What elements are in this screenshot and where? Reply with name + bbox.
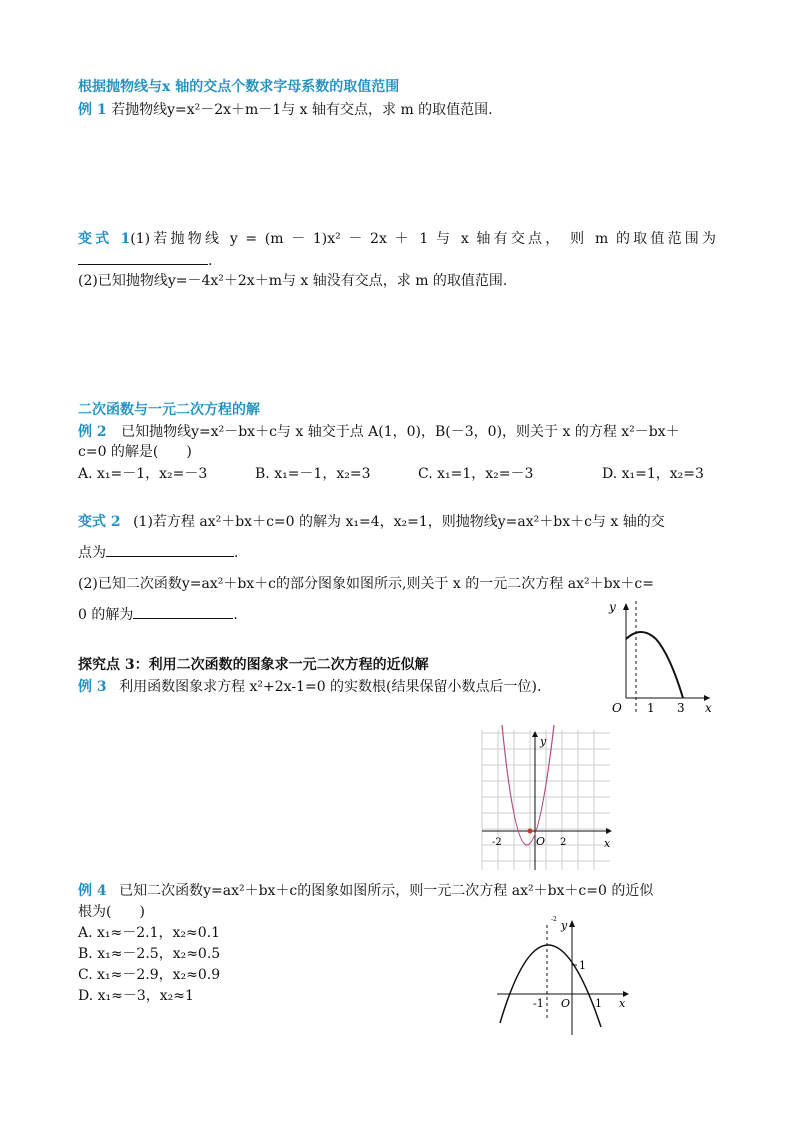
y-label: y bbox=[609, 600, 616, 614]
y-axis-arrow-icon bbox=[623, 603, 629, 610]
example-4-label: 例 4 bbox=[78, 883, 107, 899]
x-label: x bbox=[705, 701, 712, 715]
example-4-text: 已知二次函数y=ax²＋bx＋c的图象如图所示，则一元二次方程 ax²＋bx＋c=0 的近似 bbox=[119, 883, 654, 899]
y-axis-arrow-icon bbox=[532, 731, 538, 737]
example-4-option-b[interactable]: B. x₁≈－2.5，x₂≈0.5 bbox=[78, 946, 221, 962]
grid bbox=[482, 730, 610, 870]
variant-2-label: 变式 2 bbox=[78, 514, 121, 530]
example-2-option-b[interactable]: B. x₁=－1，x₂=3 bbox=[255, 466, 371, 482]
y-label: y bbox=[540, 735, 547, 748]
example-2-line-1 bbox=[78, 422, 680, 442]
variant-2-part-1-prefix: 点为 bbox=[78, 545, 106, 561]
example-3 bbox=[78, 677, 541, 697]
x-label: x bbox=[604, 837, 611, 850]
example-3-label: 例 3 bbox=[78, 679, 107, 695]
section-heading-2: 二次函数与一元二次方程的解 bbox=[78, 402, 260, 418]
tick-label-1: 1 bbox=[647, 701, 655, 715]
variant-2-part-2-line-2 bbox=[78, 604, 238, 625]
example-1-label: 例 1 bbox=[78, 102, 107, 118]
variant-1-answer-line bbox=[78, 250, 212, 271]
variant-2-part-2-prefix: 0 的解为 bbox=[78, 607, 134, 623]
answer-blank[interactable] bbox=[133, 604, 233, 619]
x-label: x bbox=[619, 997, 626, 1010]
example-1 bbox=[78, 100, 493, 120]
graph-3 bbox=[495, 915, 635, 1037]
y-axis-arrow-icon bbox=[569, 920, 575, 927]
parabola-curve bbox=[500, 945, 601, 1027]
example-3-text: 利用函数图象求方程 x²+2x-1=0 的实数根(结果保留小数点后一位). bbox=[119, 679, 542, 695]
example-4-option-a[interactable]: A. x₁≈－2.1，x₂≈0.1 bbox=[78, 925, 221, 941]
variant-1-part-2: (2)已知抛物线y=－4x²＋2x＋m与 x 轴没有交点，求 m 的取值范围. bbox=[78, 273, 508, 289]
example-4-option-d[interactable]: D. x₁≈－3，x₂≈1 bbox=[78, 988, 194, 1004]
root-point bbox=[528, 829, 533, 834]
graph-1 bbox=[592, 595, 717, 715]
section-heading-1: 根据抛物线与x 轴的交点个数求字母系数的取值范围 bbox=[78, 79, 400, 95]
variant-2-part-1-line-1 bbox=[78, 512, 665, 532]
tick-label-1: 1 bbox=[595, 997, 602, 1010]
variant-2-part-2-line-1: (2)已知二次函数y=ax²＋bx＋c的部分图象如图所示,则关于 x 的一元二次方程 ax²＋bx＋c= bbox=[78, 576, 655, 592]
variant-1-part-1-text: (1)若抛物线 y = (m － 1)x² － 2x ＋ 1 与 x 轴有交点， 则 m 的取值范围为 bbox=[130, 231, 717, 247]
variant-2-part-1-text: (1)若方程 ax²＋bx＋c=0 的解为 x₁=4，x₂=1，则抛物线y=ax²＋bx＋c与 x 轴的交 bbox=[133, 514, 665, 530]
example-4-line-2: 根为( ) bbox=[78, 904, 145, 920]
origin-label: O bbox=[536, 835, 546, 848]
variant-2-part-1-line-2 bbox=[78, 542, 238, 563]
y-label: y bbox=[561, 919, 568, 932]
origin-label: O bbox=[612, 701, 622, 715]
origin-label: O bbox=[561, 997, 571, 1010]
tick-label-neg2: -2 bbox=[492, 837, 502, 848]
example-2-option-d[interactable]: D. x₁=1，x₂=3 bbox=[602, 466, 704, 482]
tick-label-3: 3 bbox=[677, 701, 685, 715]
example-2-line-2: c=0 的解是( ) bbox=[78, 444, 192, 460]
tick-label-yneg2: -2 bbox=[551, 916, 557, 923]
example-2-option-c[interactable]: C. x₁=1，x₂=－3 bbox=[418, 466, 534, 482]
variant-1-label: 变式 1 bbox=[78, 231, 131, 247]
variant-1-part-1 bbox=[78, 229, 716, 249]
example-1-text: 若抛物线y=x²－2x＋m－1与 x 轴有交点，求 m 的取值范围. bbox=[111, 102, 493, 118]
example-4-line-1 bbox=[78, 881, 653, 901]
example-4-option-c[interactable]: C. x₁≈－2.9，x₂≈0.9 bbox=[78, 967, 221, 983]
parabola-curve bbox=[626, 632, 683, 698]
tick-label-2: 2 bbox=[560, 837, 567, 848]
period: . bbox=[234, 545, 239, 561]
answer-blank[interactable] bbox=[106, 542, 234, 557]
period: . bbox=[208, 253, 213, 269]
example-2-text: 已知抛物线y=x²－bx＋c与 x 轴交于点 A(1，0)，B(－3，0)，则关于 x 的方程 x²－bx＋ bbox=[121, 424, 680, 440]
section-heading-3: 探究点 3：利用二次函数的图象求一元二次方程的近似解 bbox=[78, 657, 429, 673]
example-2-label: 例 2 bbox=[78, 424, 107, 440]
tick-label-y1: 1 bbox=[579, 959, 586, 972]
example-2-option-a[interactable]: A. x₁=－1，x₂=－3 bbox=[78, 466, 208, 482]
period: . bbox=[233, 607, 238, 623]
tick-label-neg1: -1 bbox=[533, 997, 544, 1010]
answer-blank[interactable] bbox=[78, 250, 208, 265]
graph-2 bbox=[480, 725, 615, 875]
